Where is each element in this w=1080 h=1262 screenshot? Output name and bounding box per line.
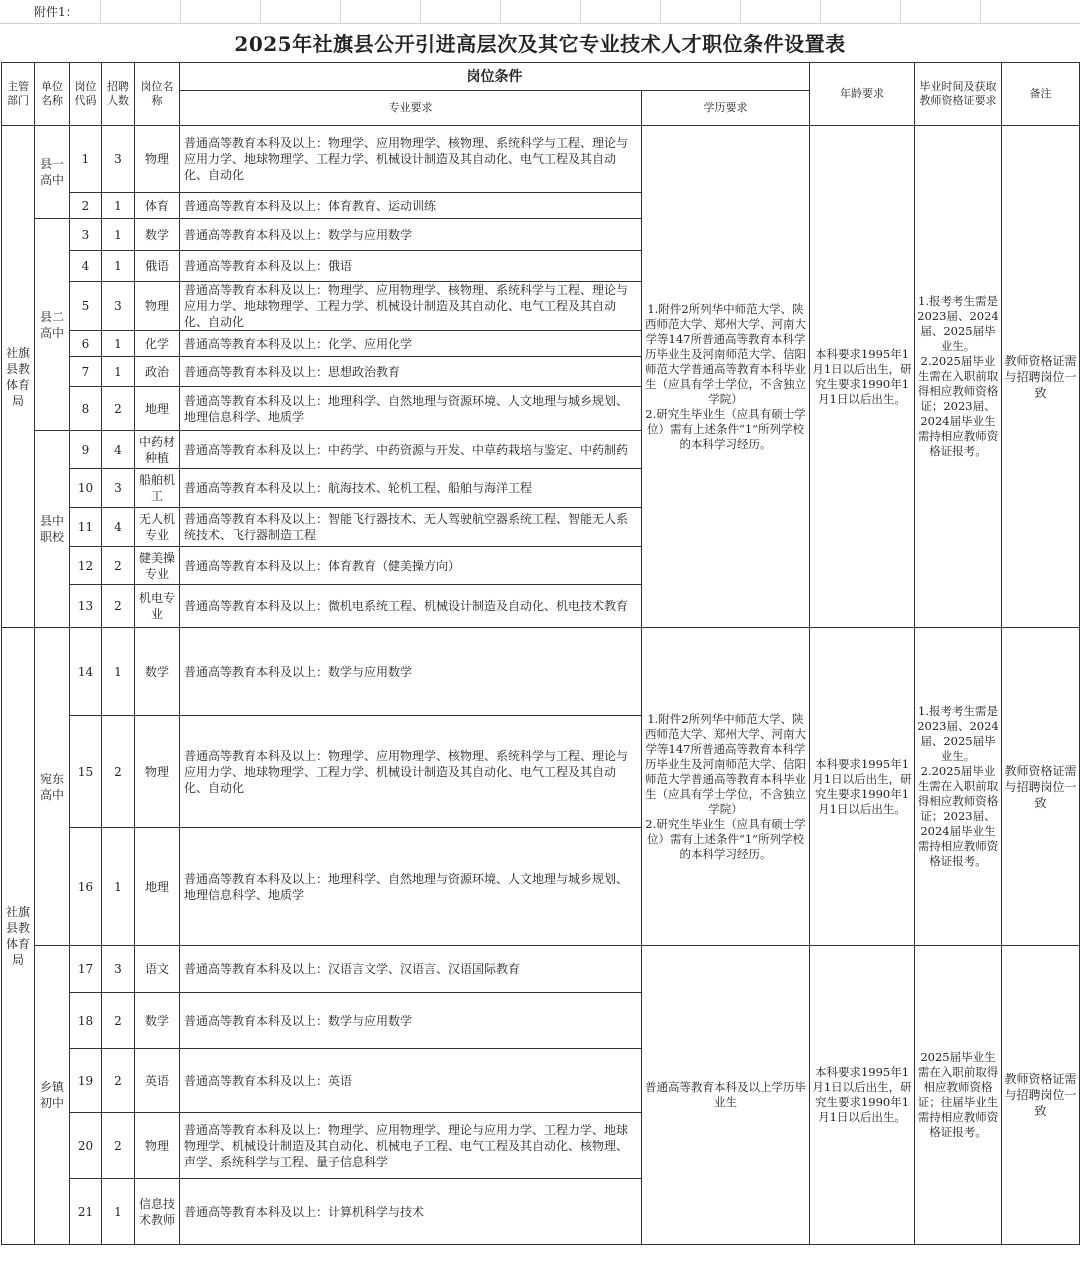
age-cell: 本科要求1995年1月1日以后出生，研究生要求1990年1月1日以后出生。 bbox=[810, 628, 915, 946]
post-cell: 政治 bbox=[135, 357, 180, 387]
code-cell: 18 bbox=[70, 993, 102, 1049]
major-cell: 普通高等教育本科及以上：体育教育、运动训练 bbox=[180, 193, 642, 219]
header-count: 招聘人数 bbox=[102, 63, 135, 126]
unit-cell: 县一高中 bbox=[35, 126, 70, 219]
age-cell: 本科要求1995年1月1日以后出生，研究生要求1990年1月1日以后出生。 bbox=[810, 946, 915, 1245]
major-cell: 普通高等教育本科及以上：思想政治教育 bbox=[180, 357, 642, 387]
count-cell: 1 bbox=[102, 193, 135, 219]
count-cell: 1 bbox=[102, 1179, 135, 1245]
count-cell: 1 bbox=[102, 357, 135, 387]
post-cell: 健美操专业 bbox=[135, 547, 180, 585]
code-cell: 7 bbox=[70, 357, 102, 387]
post-cell: 数学 bbox=[135, 628, 180, 716]
major-cell: 普通高等教育本科及以上：体育教育（健美操方向） bbox=[180, 547, 642, 585]
positions-table-body bbox=[2, 126, 1080, 1245]
post-cell: 体育 bbox=[135, 193, 180, 219]
grad-cell: 1.报考考生需是2023届、2024届、2025届毕业生。 2.2025届毕业生需在入职前取得相应教师资格证；2023届、2024届毕业生需持相应教师资格证报考。 bbox=[915, 126, 1002, 628]
major-cell: 普通高等教育本科及以上：物理学、应用物理学、核物理、系统科学与工程、理论与应用力学、地球物理学、工程力学、机械设计制造及其自动化、电气工程及其自动化、自动化 bbox=[180, 126, 642, 193]
major-cell: 普通高等教育本科及以上：计算机科学与技术 bbox=[180, 1179, 642, 1245]
count-cell: 2 bbox=[102, 387, 135, 431]
major-cell: 普通高等教育本科及以上：物理学、应用物理学、理论与应用力学、工程力学、地球物理学、机械设计制造及其自动化、机械电子工程、电气工程及其自动化、核物理、声学、系统科学与工程、量子信息科学 bbox=[180, 1113, 642, 1179]
code-cell: 15 bbox=[70, 716, 102, 828]
post-cell: 数学 bbox=[135, 219, 180, 251]
header-unit: 单位名称 bbox=[35, 63, 70, 126]
post-cell: 信息技术教师 bbox=[135, 1179, 180, 1245]
post-cell: 英语 bbox=[135, 1049, 180, 1113]
grad-cell: 1.报考考生需是2023届、2024届、2025届毕业生。 2.2025届毕业生需在入职前取得相应教师资格证；2023届、2024届毕业生需持相应教师资格证报考。 bbox=[915, 628, 1002, 946]
count-cell: 1 bbox=[102, 251, 135, 282]
major-cell: 普通高等教育本科及以上：中药学、中药资源与开发、中草药栽培与鉴定、中药制药 bbox=[180, 431, 642, 469]
code-cell: 16 bbox=[70, 828, 102, 946]
post-cell: 化学 bbox=[135, 331, 180, 357]
code-cell: 11 bbox=[70, 508, 102, 547]
count-cell: 4 bbox=[102, 508, 135, 547]
major-cell: 普通高等教育本科及以上：俄语 bbox=[180, 251, 642, 282]
major-cell: 普通高等教育本科及以上：数学与应用数学 bbox=[180, 993, 642, 1049]
count-cell: 1 bbox=[102, 828, 135, 946]
code-cell: 13 bbox=[70, 585, 102, 628]
major-cell: 普通高等教育本科及以上：物理学、应用物理学、核物理、系统科学与工程、理论与应用力学、地球物理学、工程力学、机械设计制造及其自动化、电气工程及其自动化、自动化 bbox=[180, 716, 642, 828]
major-cell: 普通高等教育本科及以上：化学、应用化学 bbox=[180, 331, 642, 357]
major-cell: 普通高等教育本科及以上：物理学、应用物理学、核物理、系统科学与工程、理论与应用力学、地球物理学、工程力学、机械设计制造及其自动化、电气工程及其自动化、自动化 bbox=[180, 282, 642, 331]
code-cell: 1 bbox=[70, 126, 102, 193]
table-row bbox=[2, 628, 1080, 716]
post-cell: 中药材种植 bbox=[135, 431, 180, 469]
post-cell: 地理 bbox=[135, 387, 180, 431]
major-cell: 普通高等教育本科及以上：地理科学、自然地理与资源环境、人文地理与城乡规划、地理信息科学、地质学 bbox=[180, 828, 642, 946]
major-cell: 普通高等教育本科及以上：数学与应用数学 bbox=[180, 219, 642, 251]
post-cell: 物理 bbox=[135, 282, 180, 331]
note-cell: 教师资格证需与招聘岗位一致 bbox=[1002, 126, 1080, 628]
note-cell: 教师资格证需与招聘岗位一致 bbox=[1002, 946, 1080, 1245]
code-cell: 17 bbox=[70, 946, 102, 993]
table-row bbox=[2, 946, 1080, 993]
code-cell: 2 bbox=[70, 193, 102, 219]
grad-cell: 2025届毕业生需在入职前取得相应教师资格证；往届毕业生需持相应教师资格证报考。 bbox=[915, 946, 1002, 1245]
header-major: 专业要求 bbox=[180, 91, 642, 126]
count-cell: 2 bbox=[102, 1113, 135, 1179]
code-cell: 9 bbox=[70, 431, 102, 469]
header-dept: 主管部门 bbox=[2, 63, 35, 126]
header-age: 年龄要求 bbox=[810, 63, 915, 126]
post-cell: 语文 bbox=[135, 946, 180, 993]
unit-cell: 乡镇初中 bbox=[35, 946, 70, 1245]
major-cell: 普通高等教育本科及以上：微机电系统工程、机械设计制造及自动化、机电技术教育 bbox=[180, 585, 642, 628]
post-cell: 地理 bbox=[135, 828, 180, 946]
code-cell: 4 bbox=[70, 251, 102, 282]
count-cell: 4 bbox=[102, 431, 135, 469]
dept-cell: 社旗县教体育局 bbox=[2, 126, 35, 628]
header-edu: 学历要求 bbox=[642, 91, 810, 126]
post-cell: 物理 bbox=[135, 716, 180, 828]
header-code: 岗位代码 bbox=[70, 63, 102, 126]
header-note: 备注 bbox=[1002, 63, 1080, 126]
unit-cell: 县中职校 bbox=[35, 431, 70, 628]
count-cell: 1 bbox=[102, 331, 135, 357]
edu-cell: 普通高等教育本科及以上学历毕业生 bbox=[642, 946, 810, 1245]
major-cell: 普通高等教育本科及以上：汉语言文学、汉语言、汉语国际教育 bbox=[180, 946, 642, 993]
code-cell: 14 bbox=[70, 628, 102, 716]
count-cell: 2 bbox=[102, 716, 135, 828]
post-cell: 数学 bbox=[135, 993, 180, 1049]
post-cell: 无人机专业 bbox=[135, 508, 180, 547]
count-cell: 2 bbox=[102, 547, 135, 585]
positions-table bbox=[1, 62, 1080, 1245]
count-cell: 3 bbox=[102, 126, 135, 193]
major-cell: 普通高等教育本科及以上：数学与应用数学 bbox=[180, 628, 642, 716]
code-cell: 5 bbox=[70, 282, 102, 331]
major-cell: 普通高等教育本科及以上：智能飞行器技术、无人驾驶航空器系统工程、智能无人系统技术、飞行器制造工程 bbox=[180, 508, 642, 547]
major-cell: 普通高等教育本科及以上：地理科学、自然地理与资源环境、人文地理与城乡规划、地理信息科学、地质学 bbox=[180, 387, 642, 431]
code-cell: 10 bbox=[70, 469, 102, 508]
count-cell: 2 bbox=[102, 993, 135, 1049]
code-cell: 20 bbox=[70, 1113, 102, 1179]
page-title: 2025年社旗县公开引进高层次及其它专业技术人才职位条件设置表 bbox=[234, 32, 846, 56]
unit-cell: 宛东高中 bbox=[35, 628, 70, 946]
code-cell: 8 bbox=[70, 387, 102, 431]
post-cell: 物理 bbox=[135, 1113, 180, 1179]
code-cell: 19 bbox=[70, 1049, 102, 1113]
header-post: 岗位名称 bbox=[135, 63, 180, 126]
major-cell: 普通高等教育本科及以上：英语 bbox=[180, 1049, 642, 1113]
header-grad: 毕业时间及获取教师资格证要求 bbox=[915, 63, 1002, 126]
edu-cell: 1.附件2所列华中师范大学、陕西师范大学、郑州大学、河南大学等147所普通高等教育本科学历毕业生及河南师范大学、信阳师范大学普通高等教育本科毕业生（应具有学士学位，不含独立学院） 2.研究生毕业生（应具有硕士学位）需有上述条件“1”所列学校的本科学习经历。 bbox=[642, 126, 810, 628]
code-cell: 21 bbox=[70, 1179, 102, 1245]
post-cell: 物理 bbox=[135, 126, 180, 193]
count-cell: 3 bbox=[102, 469, 135, 508]
code-cell: 6 bbox=[70, 331, 102, 357]
count-cell: 2 bbox=[102, 585, 135, 628]
attachment-label: 附件1： bbox=[0, 0, 1080, 24]
post-cell: 船舶机工 bbox=[135, 469, 180, 508]
age-cell: 本科要求1995年1月1日以后出生，研究生要求1990年1月1日以后出生。 bbox=[810, 126, 915, 628]
unit-cell: 县二高中 bbox=[35, 219, 70, 431]
note-cell: 教师资格证需与招聘岗位一致 bbox=[1002, 628, 1080, 946]
code-cell: 3 bbox=[70, 219, 102, 251]
count-cell: 3 bbox=[102, 282, 135, 331]
dept-cell: 社旗县教体育局 bbox=[2, 628, 35, 1245]
post-cell: 机电专业 bbox=[135, 585, 180, 628]
header-conditions: 岗位条件 bbox=[180, 63, 810, 91]
count-cell: 2 bbox=[102, 1049, 135, 1113]
table-row bbox=[2, 126, 1080, 193]
count-cell: 1 bbox=[102, 628, 135, 716]
count-cell: 3 bbox=[102, 946, 135, 993]
edu-cell: 1.附件2所列华中师范大学、陕西师范大学、郑州大学、河南大学等147所普通高等教育本科学历毕业生及河南师范大学、信阳师范大学普通高等教育本科毕业生（应具有学士学位，不含独立学院） 2.研究生毕业生（应具有硕士学位）需有上述条件“1”所列学校的本科学习经历。 bbox=[642, 628, 810, 946]
post-cell: 俄语 bbox=[135, 251, 180, 282]
count-cell: 1 bbox=[102, 219, 135, 251]
major-cell: 普通高等教育本科及以上：航海技术、轮机工程、船舶与海洋工程 bbox=[180, 469, 642, 508]
code-cell: 12 bbox=[70, 547, 102, 585]
